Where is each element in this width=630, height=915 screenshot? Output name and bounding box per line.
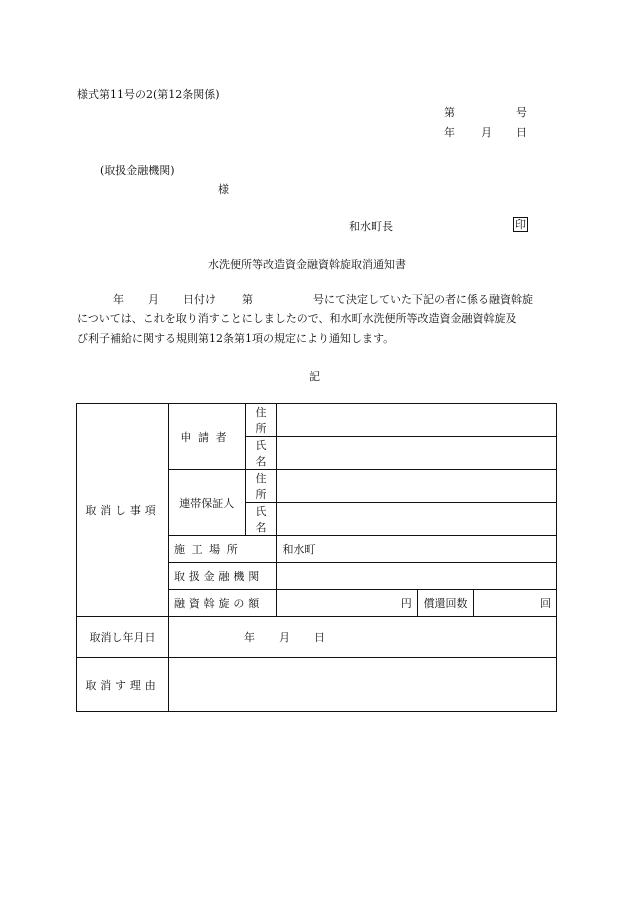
guarantor-name-label-cell: [245, 503, 277, 536]
date-year: 年: [444, 126, 455, 139]
document-title: 水洗便所等改造資金融資斡旋取消通知書: [208, 258, 406, 271]
guarantor-address-label-cell: [245, 470, 277, 503]
guarantor-name-value[interactable]: [277, 503, 557, 536]
ki-mark: 記: [309, 370, 320, 383]
cancel-date-value-cell[interactable]: [168, 617, 556, 658]
applicant-name-label-cell: [245, 437, 277, 470]
guarantor-address-value[interactable]: [277, 470, 557, 503]
guarantor-label-cell: [168, 470, 245, 536]
cancel-date-label: 取消し年月日: [89, 631, 156, 644]
bank-label: 取扱金融機関: [173, 570, 264, 583]
amount-value-cell[interactable]: [277, 590, 417, 617]
section-label-cell: [77, 404, 169, 617]
site-label: 施工場所: [173, 543, 245, 556]
sender-title: 和水町長: [349, 220, 393, 233]
amount-unit: 円: [400, 597, 412, 610]
repay-value-cell[interactable]: [474, 590, 557, 617]
doc-no-suffix: 号: [516, 106, 527, 119]
body-day-suffix: 日付け: [183, 293, 216, 306]
applicant-address-label-cell: [245, 404, 277, 437]
cancellation-table: [76, 403, 557, 712]
cancel-month: 月: [278, 631, 290, 644]
amount-label: 融資斡旋の額: [173, 597, 264, 610]
body-line1-rest: 号にて決定していた下記の者に係る融資斡旋: [313, 293, 533, 306]
reason-label: 取消す理由: [85, 678, 160, 692]
body-line3: び利子補給に関する規則第12条第1項の規定により通知します。: [77, 332, 395, 345]
applicant-address-value[interactable]: [277, 404, 557, 437]
bank-value[interactable]: [277, 563, 557, 590]
amount-label-cell: [168, 590, 276, 617]
applicant-name-label: 氏名: [255, 439, 267, 468]
body-year: 年: [113, 293, 124, 306]
guarantor-label: 連帯保証人: [179, 496, 235, 510]
section-label: 取消し事項: [85, 504, 160, 517]
site-label-cell: [168, 536, 276, 563]
recipient-honorific: 様: [218, 183, 229, 196]
date-day: 日: [516, 126, 527, 139]
cancel-year: 年: [243, 631, 255, 644]
form-number: 様式第11号の2(第12条関係): [77, 88, 220, 101]
applicant-name-value[interactable]: [277, 437, 557, 470]
cancel-date-label-cell: [77, 617, 169, 658]
site-value: 和水町: [282, 543, 316, 556]
date-month: 月: [481, 126, 492, 139]
repay-unit: 回: [540, 597, 551, 610]
repay-label-cell: [417, 590, 474, 617]
body-no-prefix: 第: [242, 293, 253, 306]
applicant-address-label: 住所: [255, 406, 267, 435]
guarantor-address-label: 住所: [255, 472, 267, 501]
doc-no-prefix: 第: [444, 106, 455, 119]
repay-label: 償還回数: [423, 597, 468, 610]
seal-mark: 印: [515, 218, 526, 231]
reason-value[interactable]: [168, 658, 556, 712]
reason-label-cell: [77, 658, 169, 712]
guarantor-name-label: 氏名: [255, 505, 267, 534]
body-month: 月: [148, 293, 159, 306]
recipient-institution: (取扱金融機関): [100, 164, 175, 177]
applicant-label-cell: [168, 404, 245, 470]
body-line2: については、これを取り消すことにしましたので、和水町水洗便所等改造資金融資斡旋及: [77, 312, 517, 325]
cancel-day: 日: [313, 631, 325, 644]
site-value-cell: [277, 536, 557, 563]
bank-label-cell: [168, 563, 276, 590]
applicant-label: 申請者: [180, 430, 234, 444]
